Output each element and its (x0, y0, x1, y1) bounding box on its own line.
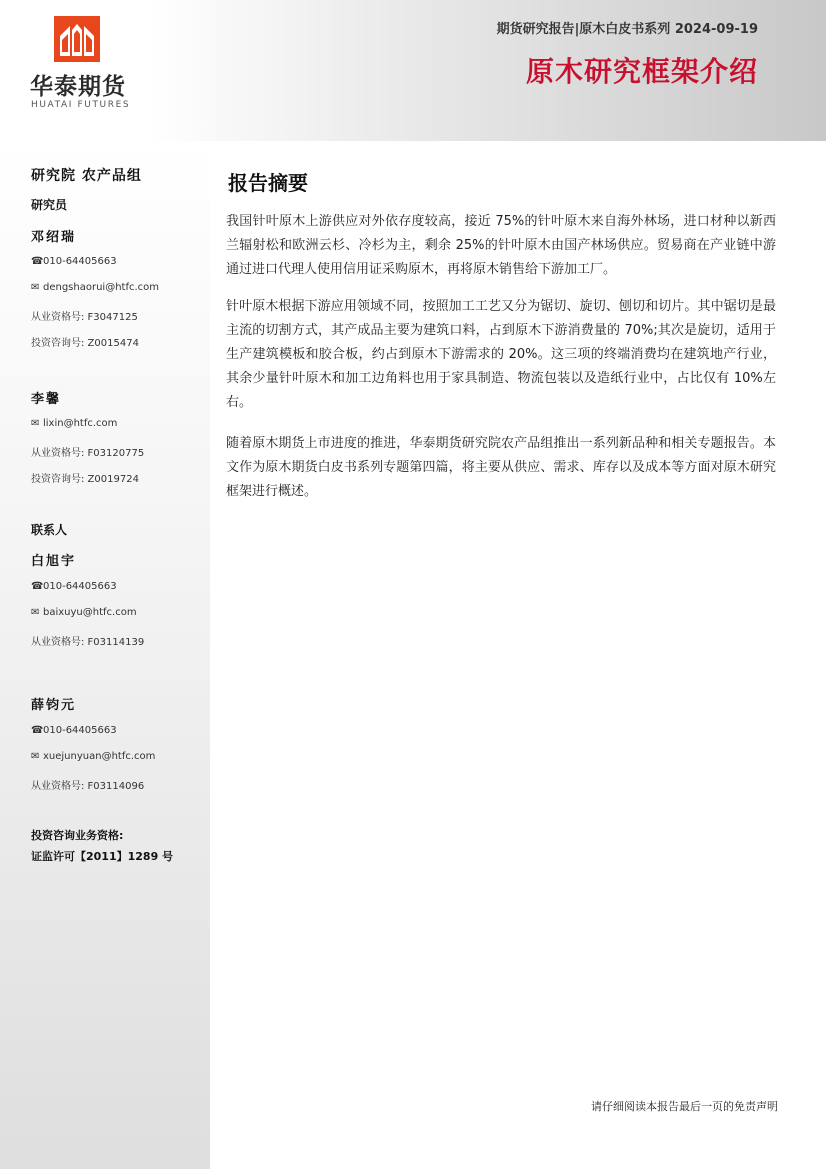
envelope-icon: ✉ (31, 418, 40, 429)
envelope-icon: ✉ (31, 751, 40, 762)
disclaimer-note: 请仔细阅读本报告最后一页的免责声明 (591, 1100, 778, 1113)
contact-name: 薛钧元 (31, 698, 77, 713)
report-series-date: 期货研究报告|原木白皮书系列 2024-09-19 (496, 22, 758, 37)
phone-icon: ☎ (31, 256, 44, 267)
phone-icon: ☎ (31, 581, 44, 592)
contact-label: 联系人 (31, 523, 68, 537)
phone-icon: ☎ (31, 725, 44, 736)
author-license: 从业资格号: F3047125 (31, 312, 138, 323)
contact-name: 白旭宇 (31, 554, 77, 569)
envelope-icon: ✉ (31, 607, 40, 618)
author-email[interactable]: ✉ lixin@htfc.com (31, 418, 118, 429)
author-advisor-number: 投资咨询号: Z0015474 (31, 338, 139, 349)
logo-english-name: HUATAI FUTURES (31, 100, 131, 110)
report-title: 原木研究框架介绍 (525, 55, 758, 88)
author-name: 邓绍瑞 (31, 230, 77, 245)
author-email[interactable]: ✉ dengshaorui@htfc.com (31, 282, 160, 293)
contact-license: 从业资格号: F03114096 (31, 781, 145, 792)
author-sidebar (0, 141, 210, 1169)
contact-license: 从业资格号: F03114139 (31, 637, 145, 648)
author-license: 从业资格号: F03120775 (31, 448, 145, 459)
company-logo (30, 16, 140, 116)
author-advisor-number: 投资咨询号: Z0019724 (31, 474, 139, 485)
author-name: 李馨 (31, 392, 62, 407)
abstract-paragraph: 随着原木期货上市进度的推进，华泰期货研究院农产品组推出一系列新品种和相关专题报告。本文作为原木期货白皮书系列专题第四篇，将主要从供应、需求、库存以及成本等方面对原木研究框架进行概述。 (226, 436, 776, 499)
huatai-logo-icon (54, 16, 100, 62)
researcher-label: 研究员 (31, 198, 68, 212)
abstract-paragraph: 我国针叶原木上游供应对外依存度较高，接近 75%的针叶原木来自海外林场，进口材种以新西兰辐射松和欧洲云杉、冷杉为主，剩余 25%的针叶原木由国产林场供应。贸易商在产业链中游通过进口代理人使用信用证采购原木，再将原木销售给下游加工厂。 (226, 214, 776, 277)
author-phone: ☎010-64405663 (31, 256, 117, 267)
qualification-license: 证监许可【2011】1289 号 (31, 850, 174, 863)
qualification-label: 投资咨询业务资格: (31, 829, 124, 842)
contact-email[interactable]: ✉ xuejunyuan@htfc.com (31, 751, 156, 762)
department-name: 研究院 农产品组 (31, 168, 142, 184)
logo-chinese-name: 华泰期货 (30, 74, 126, 100)
abstract-heading: 报告摘要 (228, 171, 308, 195)
envelope-icon: ✉ (31, 282, 40, 293)
contact-email[interactable]: ✉ baixuyu@htfc.com (31, 607, 137, 618)
abstract-paragraph: 针叶原木根据下游应用领域不同，按照加工工艺又分为锯切、旋切、刨切和切片。其中锯切是最主流的切割方式，其产成品主要为建筑口料，占到原木下游消费量的 70%;其次是旋切，适用于生产建筑模板和胶合板，约占到原木下游需求的 20%。这三项的终端消费均在建筑地产行业，其余少量针叶原木和加工边角料也用于家具制造、物流包装以及造纸行业中，占比仅有 10%左右。 (226, 299, 776, 410)
contact-phone: ☎010-64405663 (31, 581, 117, 592)
contact-phone: ☎010-64405663 (31, 725, 117, 736)
report-header (0, 0, 826, 141)
